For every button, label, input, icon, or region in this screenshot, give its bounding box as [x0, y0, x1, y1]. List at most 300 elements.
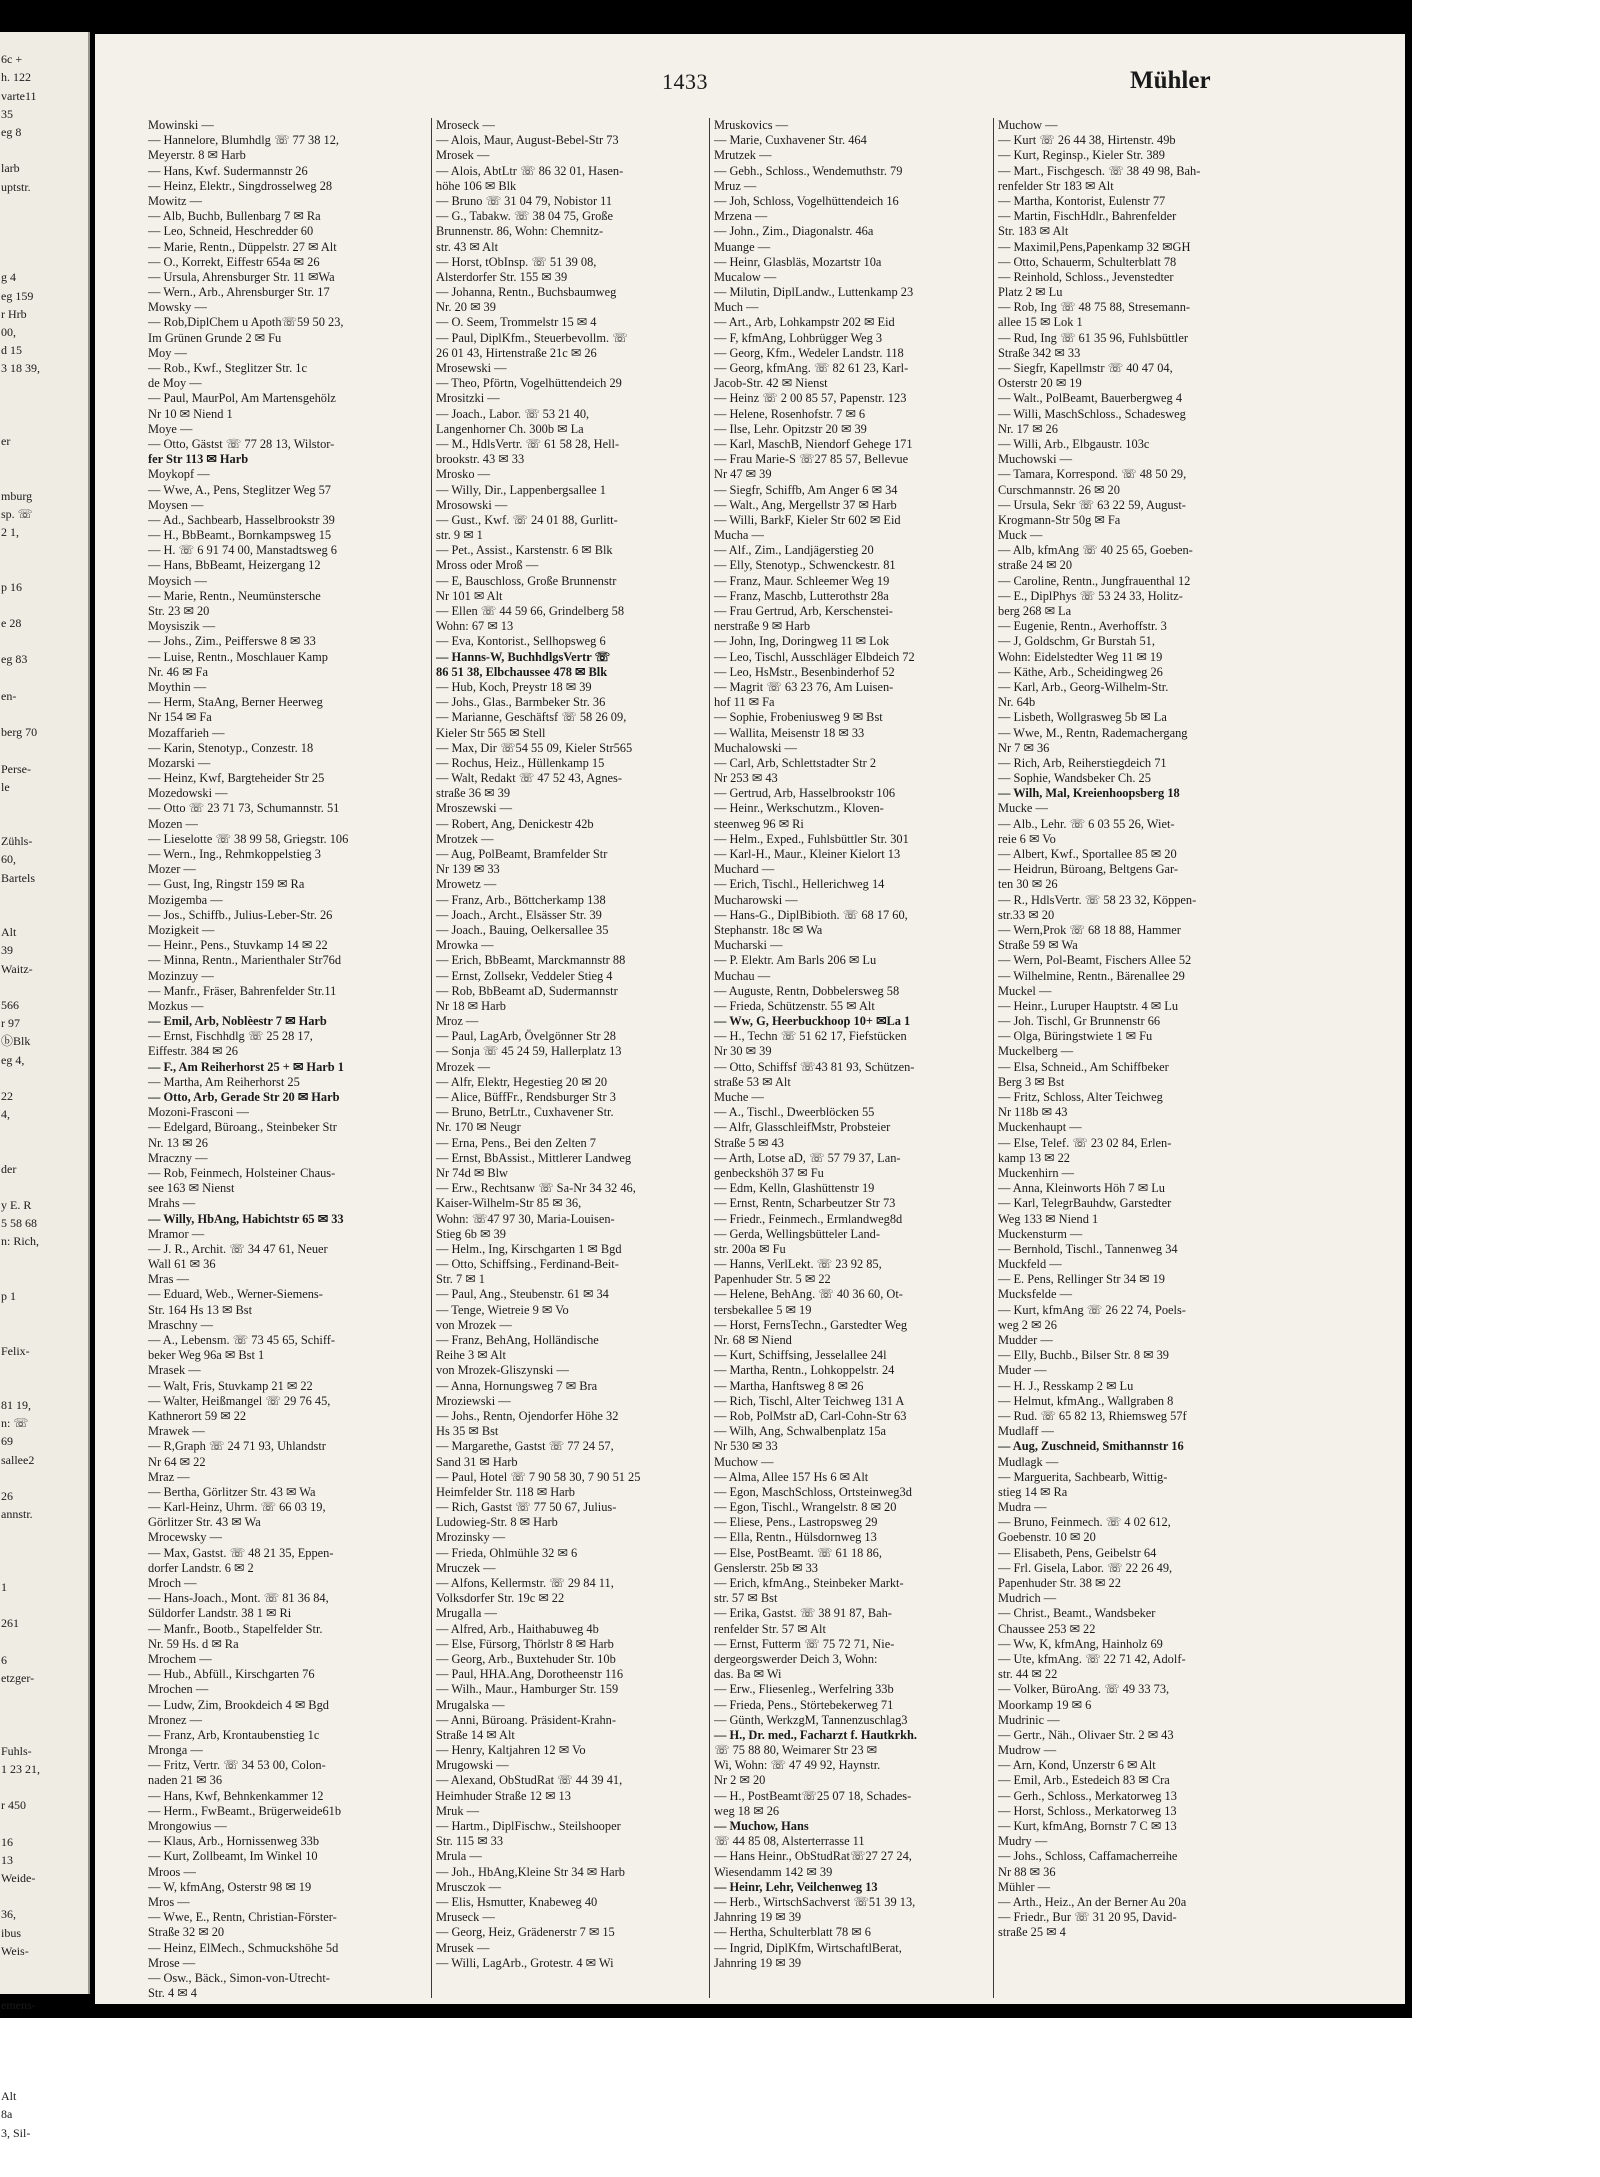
directory-entry: renfelder Str 183 ✉ Alt: [998, 178, 1114, 193]
directory-entry: — E. Pens, Rellinger Str 34 ✉ 19: [998, 1272, 1165, 1287]
directory-entry: Mrosewski —: [436, 361, 507, 375]
directory-entry: — Martha, Am Reiherhorst 25: [148, 1074, 300, 1089]
directory-entry: — Eliese, Pens., Lastropsweg 29: [714, 1515, 878, 1530]
directory-entry: Mras —: [148, 1272, 189, 1287]
directory-entry: kamp 13 ✉ 22: [998, 1150, 1070, 1165]
directory-entry: — Horst, FernsTechn., Garstedter Weg: [714, 1317, 908, 1332]
directory-entry: — Siegfr, Schiffb, Am Anger 6 ✉ 34: [714, 482, 898, 497]
directory-entry: — Rob, Ing ☏ 48 75 88, Stresemann-: [998, 300, 1191, 315]
directory-entry: Platz 2 ✉ Lu: [998, 285, 1063, 300]
directory-entry: Brunnenstr. 86, Wohn: Chemnitz-: [436, 224, 604, 239]
directory-entry: — Mart., Fischgesch. ☏ 38 49 98, Bah-: [998, 163, 1201, 178]
directory-entry: Mühler —: [998, 1879, 1050, 1894]
facing-page-fragment: [0, 232, 88, 250]
directory-entry: str.33 ✉ 20: [998, 907, 1055, 922]
directory-entry: — Alois, AbtLtr ☏ 86 32 01, Hasen-: [436, 163, 624, 178]
directory-entry: Mrusek —: [436, 1940, 490, 1955]
directory-entry: — Robert, Ang, Denickestr 42b: [436, 816, 594, 831]
facing-page-fragment: [0, 596, 88, 614]
directory-entry: str. 200a ✉ Fu: [714, 1241, 786, 1256]
directory-entry: — Eugenie, Rentn., Averhoffstr. 3: [998, 619, 1167, 634]
directory-entry: — Joh. Tischl, Gr Brunnenstr 66: [998, 1014, 1161, 1029]
facing-page-fragment: [0, 378, 88, 396]
directory-entry: Stephanstr. 18c ✉ Wa: [714, 922, 823, 937]
directory-entry: Nr. 46 ✉ Fa: [148, 664, 208, 679]
directory-entry: Str. 183 ✉ Alt: [998, 224, 1069, 239]
directory-entry: — Alice, BüffFr., Rendsburger Str 3: [436, 1090, 616, 1104]
directory-entry: Str. 164 Hs 13 ✉ Bst: [148, 1302, 253, 1317]
directory-entry: ☏ 44 85 08, Alsterterrasse 11: [714, 1834, 865, 1849]
directory-entry: — Alf., Zim., Landjägerstieg 20: [714, 543, 874, 558]
directory-entry: — Klaus, Arb., Hornissenweg 33b: [148, 1834, 320, 1849]
directory-entry: — Frau Gertrud, Arb, Kerschenstei-: [714, 604, 893, 618]
page-header: [95, 34, 1405, 104]
directory-entry: Wohn: Eidelstedter Weg 11 ✉ 19: [998, 649, 1163, 664]
directory-entry: brookstr. 43 ✉ 33: [436, 452, 525, 467]
directory-entry: Str. 115 ✉ 33: [436, 1834, 504, 1849]
directory-entry: Mowsky —: [148, 300, 207, 315]
directory-entry: — Otto ☏ 23 71 73, Schumannstr. 51: [148, 801, 340, 816]
directory-entry: Nr 118b ✉ 43: [998, 1105, 1068, 1120]
facing-page-fragment: [0, 814, 88, 832]
directory-entry: Langenhorner Ch. 300b ✉ La: [436, 421, 584, 436]
directory-entry: — Joach., Labor. ☏ 53 21 40,: [436, 406, 590, 421]
directory-entry: Im Grünen Grunde 2 ✉ Fu: [148, 330, 282, 345]
facing-page-fragment: 22: [1, 1088, 13, 1103]
directory-entry: — Fritz, Schloss, Alter Teichweg: [998, 1090, 1163, 1104]
directory-entry: Mudrow —: [998, 1743, 1057, 1758]
directory-entry: das. Ba ✉ Wi: [714, 1667, 782, 1682]
directory-entry: — Ernst, Futterm ☏ 75 72 71, Nie-: [714, 1636, 895, 1651]
directory-entry: Mros —: [148, 1894, 190, 1909]
directory-entry: Jacob-Str. 42 ✉ Nienst: [714, 376, 828, 391]
directory-entry: Krogmann-Str 50g ✉ Fa: [998, 512, 1121, 527]
directory-entry: Heimfelder Str. 118 ✉ Harb: [436, 1484, 575, 1499]
facing-page-fragment: r 450: [1, 1798, 26, 1813]
directory-entry: Muckelberg —: [998, 1044, 1074, 1059]
directory-entry: — Friedr., Feinmech., Ermlandweg8d: [714, 1211, 903, 1226]
directory-entry: — Helmut, kfmAng., Wallgraben 8: [998, 1393, 1174, 1408]
directory-entry: — Leo, Tischl, Ausschläger Elbdeich 72: [714, 649, 915, 664]
directory-entry: — Carl, Arb, Schlettstadter Str 2: [714, 755, 877, 770]
directory-entry: Mrose —: [148, 1955, 196, 1970]
facing-page-fragment: uptstr.: [1, 179, 31, 194]
directory-entry: Mudlagk —: [998, 1454, 1059, 1469]
directory-entry: — Willy, Dir., Lappenbergsallee 1: [436, 482, 606, 497]
directory-entry: Mroch —: [148, 1576, 197, 1590]
facing-page-fragment: [0, 1887, 88, 1905]
facing-page-fragment: [0, 1251, 88, 1269]
directory-entry: — Helm., Exped., Fuhlsbüttler Str. 301: [714, 831, 909, 846]
directory-entry: — Alfr, GlasschleifMstr, Probsteier: [714, 1120, 891, 1135]
directory-entry: Mrowetz —: [436, 877, 497, 892]
facing-page-fragment: n: ☏: [1, 1416, 29, 1431]
directory-entry: str. 57 ✉ Bst: [714, 1591, 778, 1606]
directory-entry: — Helene, BehAng. ☏ 40 36 60, Ot-: [714, 1287, 903, 1302]
directory-entry: Stieg 6b ✉ 39: [436, 1226, 506, 1241]
directory-entry: — Tenge, Wietreie 9 ✉ Vo: [436, 1302, 569, 1317]
directory-entry: — Erich, kfmAng., Steinbeker Markt-: [714, 1576, 904, 1590]
facing-page-fragment: p 16: [1, 579, 22, 594]
directory-entry: — Heinr, Glasbläs, Mozartstr 10a: [714, 254, 882, 269]
directory-entry: straße 24 ✉ 20: [998, 558, 1073, 573]
directory-entry: — Heinz, Kwf, Bargteheider Str 25: [148, 771, 325, 786]
directory-entry: — F., Am Reiherhorst 25 + ✉ Harb 1: [148, 1059, 344, 1074]
facing-page-fragment: n: Rich,: [1, 1234, 39, 1249]
page-number: 1433: [662, 69, 708, 94]
directory-entry: — Hanns, VerlLekt. ☏ 23 92 85,: [714, 1257, 882, 1272]
directory-entry: — Heinz, Elektr., Singdrosselweg 28: [148, 178, 333, 193]
directory-entry: — Marie, Rentn., Düppelstr. 27 ✉ Alt: [148, 239, 337, 254]
directory-entry: Nr 64 ✉ 22: [148, 1454, 206, 1469]
facing-page-fragment: 60,: [1, 852, 16, 867]
directory-entry: — Hub, Koch, Preystr 18 ✉ 39: [436, 679, 592, 694]
directory-entry: Volksdorfer Str. 19c ✉ 22: [436, 1591, 565, 1606]
directory-entry: Muckenhirn —: [998, 1165, 1075, 1180]
directory-entry: — Hanns-W, BuchhdlgsVertr ☏: [436, 649, 611, 664]
directory-entry: — Alma, Allee 157 Hs 6 ✉ Alt: [714, 1469, 869, 1484]
directory-entry: — Heinr., Werkschutzm., Kloven-: [714, 801, 884, 816]
directory-entry: Wohn: 67 ✉ 13: [436, 619, 514, 634]
directory-entry: — Gertrud, Arb, Hasselbrookstr 106: [714, 786, 896, 801]
directory-entry: Mudra —: [998, 1500, 1047, 1515]
directory-entry: — Alb, kfmAng ☏ 40 25 65, Goeben-: [998, 543, 1193, 558]
directory-entry: Görlitzer Str. 43 ✉ Wa: [148, 1515, 261, 1530]
directory-entry: Mrahs —: [148, 1196, 196, 1211]
directory-entry: Str. 4 ✉ 4: [148, 1986, 197, 2001]
directory-entry: — Bernhold, Tischl., Tannenweg 34: [998, 1241, 1178, 1256]
directory-entry: Wohn: ☏47 97 30, Maria-Louisen-: [436, 1211, 615, 1226]
directory-entry: Mruskovics —: [714, 118, 788, 132]
directory-entry: str. 43 ✉ Alt: [436, 239, 499, 254]
directory-entry: — Hans, BbBeamt, Heizergang 12: [148, 558, 321, 573]
directory-entry: — E, Bauschloss, Große Brunnenstr: [436, 573, 617, 588]
directory-entry: — E., DiplPhys ☏ 53 24 33, Holitz-: [998, 588, 1183, 603]
directory-entry: — Muchow, Hans: [714, 1819, 809, 1833]
directory-entry: — Alb, Buchb, Bullenbarg 7 ✉ Ra: [148, 209, 321, 224]
directory-entry: — Aug, PolBeamt, Bramfelder Str: [436, 847, 608, 861]
facing-page-fragment: 2 1,: [1, 525, 19, 540]
directory-entry: — R., HdlsVertr. ☏ 58 23 32, Köppen-: [998, 892, 1197, 907]
directory-entry: — Osw., Bäck., Simon-von-Utrecht-: [148, 1970, 330, 1985]
facing-page-fragment: [0, 1542, 88, 1560]
directory-entry: Mronga —: [148, 1743, 203, 1758]
directory-entry: von Mrozek —: [436, 1317, 512, 1332]
directory-entry: — Paul, LagArb, Övelgönner Str 28: [436, 1029, 616, 1044]
directory-entry: — Otto, Schiffsing., Ferdinand-Beit-: [436, 1257, 619, 1272]
directory-entry: Mucharowski —: [714, 892, 798, 907]
directory-entry: — Rob, Feinmech, Holsteiner Chaus-: [148, 1165, 336, 1180]
facing-page-fragment: 261: [1, 1616, 19, 1631]
directory-entry: Mrozek —: [436, 1059, 491, 1074]
directory-entry: — Emil, Arb., Estedeich 83 ✉ Cra: [998, 1773, 1170, 1788]
directory-entry: — Otto, Schiffsf ☏43 81 93, Schützen-: [714, 1059, 915, 1074]
directory-column-3: [709, 118, 993, 1998]
directory-entry: Mozkus —: [148, 998, 204, 1013]
directory-entry: — Erw., Rechtsanw ☏ Sa-Nr 34 32 46,: [436, 1181, 636, 1196]
directory-entry: — Martha, Hanftsweg 8 ✉ 26: [714, 1378, 864, 1393]
directory-entry: — Gerh., Schloss., Merkatorweg 13: [998, 1788, 1177, 1803]
directory-entry: Mudder —: [998, 1333, 1053, 1347]
directory-entry: — Franz, Arb., Böttcherkamp 138: [436, 892, 606, 907]
directory-entry: — Rob, BbBeamt aD, Sudermannstr: [436, 983, 618, 998]
facing-page-fragment: y E. R: [1, 1198, 32, 1212]
directory-entry: — Alb., Lehr. ☏ 6 03 55 26, Wiet-: [998, 816, 1175, 831]
facing-page-fragment: [0, 1633, 88, 1651]
directory-entry: reie 6 ✉ Vo: [998, 831, 1056, 846]
facing-page-fragment: r 97: [1, 1016, 20, 1031]
facing-page-fragment: Zühls-: [1, 834, 33, 849]
directory-entry: — Wwe, E., Rentn, Christian-Förster-: [148, 1910, 337, 1925]
directory-entry: — Frl. Gisela, Labor. ☏ 22 26 49,: [998, 1560, 1173, 1575]
directory-entry: Alsterdorfer Str. 155 ✉ 39: [436, 269, 568, 284]
directory-entry: — Willi, LagArb., Grotestr. 4 ✉ Wi: [436, 1955, 614, 1970]
directory-entry: — Siegfr, Kapellmstr ☏ 40 47 04,: [998, 361, 1173, 375]
facing-page-fragment: etzger-: [1, 1670, 35, 1685]
directory-entry: — Theo, Pförtn, Vogelhüttendeich 29: [436, 376, 622, 391]
facing-page-fragment: [0, 1705, 88, 1723]
directory-entry: — Minna, Rentn., Marienthaler Str76d: [148, 953, 342, 968]
facing-page-fragment: [0, 1141, 88, 1159]
directory-entry: — Otto, Schauerm, Schulterblatt 78: [998, 254, 1177, 269]
directory-entry: — Joh, Schloss, Vogelhüttendeich 16: [714, 193, 899, 208]
directory-entry: — P. Elektr. Am Barls 206 ✉ Lu: [714, 953, 877, 968]
facing-page-fragment: [0, 450, 88, 468]
directory-entry: — Karl-H., Maur., Kleiner Kielort 13: [714, 847, 901, 861]
directory-entry: — Ingrid, DiplKfm, WirtschaftlBerat,: [714, 1940, 902, 1955]
directory-entry: — Joach., Bauing, Oelkersallee 35: [436, 922, 609, 937]
directory-entry: Muckfeld —: [998, 1257, 1062, 1272]
directory-entry: Muchowski —: [998, 452, 1072, 467]
directory-entry: Mruczek —: [436, 1560, 496, 1575]
directory-entry: Mrasek —: [148, 1363, 201, 1378]
directory-entry: Reihe 3 ✉ Alt: [436, 1348, 506, 1363]
facing-page-fragment: 6c +: [1, 52, 23, 67]
directory-entry: — H., Techn ☏ 51 62 17, Fiefstücken: [714, 1029, 907, 1044]
facing-page-fragment: 1: [1, 1579, 7, 1594]
directory-entry: — J, Goldschm, Gr Burstah 51,: [998, 634, 1155, 649]
directory-entry: — Frau Marie-S ☏27 85 57, Bellevue: [714, 452, 909, 467]
directory-entry: stieg 14 ✉ Ra: [998, 1484, 1068, 1499]
facing-page-fragment: [0, 2051, 88, 2069]
facing-page-fragment: Weis-: [1, 1943, 29, 1958]
directory-entry: see 163 ✉ Nienst: [148, 1181, 235, 1196]
directory-entry: Ludowieg-Str. 8 ✉ Harb: [436, 1515, 558, 1530]
directory-entry: — Marie, Cuxhavener Str. 464: [714, 133, 867, 148]
directory-entry: Nr 18 ✉ Harb: [436, 998, 506, 1013]
directory-entry: Moysen —: [148, 497, 204, 512]
directory-entry: — Erika, Gastst. ☏ 38 91 87, Bah-: [714, 1606, 892, 1621]
directory-entry: Nr 2 ✉ 20: [714, 1773, 766, 1788]
directory-entry: — Heinr, Lehr, Veilchenweg 13: [714, 1879, 878, 1894]
directory-entry: Mozigemba —: [148, 892, 223, 907]
directory-entry: berg 268 ✉ La: [998, 604, 1072, 618]
directory-entry: — Günth, WerkzgM, Tannenzuschlag3: [714, 1712, 908, 1727]
facing-page-fragment: en-: [1, 688, 17, 703]
directory-entry: — Wwe, M., Rentn, Rademachergang: [998, 725, 1188, 740]
directory-entry: Straße 32 ✉ 20: [148, 1925, 225, 1940]
directory-entry: — Alfons, Kellermstr. ☏ 29 84 11,: [436, 1576, 614, 1590]
directory-entry: Nr. 17 ✉ 26: [998, 421, 1058, 436]
directory-entry: — Reinhold, Schloss., Jevenstedter: [998, 269, 1174, 284]
directory-entry: — Pet., Assist., Karstenstr. 6 ✉ Blk: [436, 543, 613, 558]
directory-entry: Wall 61 ✉ 36: [148, 1257, 216, 1272]
directory-entry: — Ludw, Zim, Brookdeich 4 ✉ Bgd: [148, 1697, 329, 1712]
directory-entry: Nr 47 ✉ 39: [714, 467, 772, 482]
directory-entry: — O. Seem, Trommelstr 15 ✉ 4: [436, 315, 597, 330]
directory-entry: — Bruno ☏ 31 04 79, Nobistor 11: [436, 193, 613, 208]
directory-entry: Mucharski —: [714, 938, 783, 953]
directory-entry: — Karl, MaschB, Niendorf Gehege 171: [714, 436, 913, 451]
directory-entry: — Wern,Prok ☏ 68 18 88, Hammer: [998, 922, 1181, 937]
directory-entry: — F, kfmAng, Lohbrügger Weg 3: [714, 330, 883, 345]
directory-entry: Muck —: [998, 528, 1043, 543]
directory-entry: — Rob,DiplChem u Apoth☏59 50 23,: [148, 315, 344, 330]
directory-entry: — Egon, Tischl., Wrangelstr. 8 ✉ 20: [714, 1500, 897, 1515]
facing-page-fragment: [0, 887, 88, 905]
directory-entry: Berg 3 ✉ Bst: [998, 1074, 1065, 1089]
directory-entry: Muder —: [998, 1363, 1047, 1378]
directory-entry: Nr. 170 ✉ Neugr: [436, 1120, 521, 1135]
directory-entry: Nr. 13 ✉ 26: [148, 1135, 208, 1150]
facing-page-fragment: [0, 1687, 88, 1705]
facing-page-fragment: 566: [1, 997, 19, 1012]
directory-entry: — Heidrun, Büroang, Beltgens Gar-: [998, 862, 1179, 877]
directory-columns: [148, 118, 1378, 2001]
directory-entry: — Alfred, Arb., Haithabuweg 4b: [436, 1621, 599, 1636]
directory-entry: Muchow —: [714, 1454, 774, 1469]
directory-entry: Papenhuder Str. 5 ✉ 22: [714, 1272, 831, 1287]
directory-entry: Moysich —: [148, 573, 207, 588]
facing-page-fragment: berg 70: [1, 725, 38, 740]
directory-entry: Nr 7 ✉ 36: [998, 740, 1050, 755]
facing-page-fragment: Weide-: [1, 1870, 36, 1885]
directory-entry: von Mrozek-Gliszynski —: [436, 1363, 569, 1378]
directory-entry: — Hans-Joach., Mont. ☏ 81 36 84,: [148, 1591, 329, 1606]
directory-entry: Mrotzek —: [436, 831, 494, 846]
directory-entry: Mroz —: [436, 1014, 479, 1029]
directory-entry: — Art., Arb, Lohkampstr 202 ✉ Eid: [714, 315, 895, 330]
directory-entry: — Max, Gastst. ☏ 48 21 35, Eppen-: [148, 1545, 334, 1560]
directory-entry: — Heinz, ElMech., Schmuckshöhe 5d: [148, 1940, 339, 1955]
directory-entry: — Gerda, Wellingsbütteler Land-: [714, 1226, 880, 1241]
directory-entry: — Edm, Kelln, Glashüttenstr 19: [714, 1181, 875, 1196]
facing-page-fragment: [0, 1360, 88, 1378]
facing-page-fragment: p 1: [1, 1288, 16, 1303]
directory-entry: Mroos —: [148, 1864, 196, 1879]
facing-page-fragment: h. 122: [1, 70, 31, 85]
directory-entry: — Ernst, Zollsekr, Veddeler Stieg 4: [436, 968, 613, 983]
directory-entry: — Olga, Büringstwiete 1 ✉ Fu: [998, 1029, 1153, 1044]
directory-entry: Nr. 59 Hs. d ✉ Ra: [148, 1636, 239, 1651]
directory-entry: Mroszewski —: [436, 801, 513, 816]
directory-entry: — Helene, Rosenhofstr. 7 ✉ 6: [714, 406, 866, 421]
directory-entry: Weg 133 ✉ Niend 1: [998, 1211, 1099, 1226]
directory-entry: Mrocewsky —: [148, 1530, 222, 1545]
facing-page-fragment: [0, 1978, 88, 1996]
directory-entry: — A., Lebensm. ☏ 73 45 65, Schiff-: [148, 1333, 335, 1347]
directory-entry: — H., PostBeamt☏25 07 18, Schades-: [714, 1788, 912, 1803]
directory-entry: Moy —: [148, 345, 187, 360]
directory-entry: de Moy —: [148, 376, 202, 391]
directory-entry: — Johs., Rentn, Ojendorfer Höhe 32: [436, 1408, 619, 1423]
directory-entry: Mucke —: [998, 801, 1048, 816]
directory-entry: — Helm., Ing, Kirschgarten 1 ✉ Bgd: [436, 1241, 622, 1256]
directory-entry: — Anni, Büroang. Präsident-Krahn-: [436, 1712, 616, 1727]
directory-entry: — Paul, Ang., Steubenstr. 61 ✉ 34: [436, 1287, 609, 1302]
directory-entry: allee 15 ✉ Lok 1: [998, 315, 1083, 330]
directory-entry: Nr 253 ✉ 43: [714, 771, 778, 786]
directory-entry: — Ursula, Ahrensburger Str. 11 ✉Wa: [148, 269, 335, 284]
directory-entry: — Walt, Redakt ☏ 47 52 43, Agnes-: [436, 771, 622, 786]
directory-entry: Mrosko —: [436, 467, 491, 482]
directory-entry: — Johs., Schloss, Caffamacherreihe: [998, 1849, 1178, 1864]
directory-entry: — Ellen ☏ 44 59 66, Grindelberg 58: [436, 604, 625, 618]
directory-entry: — Franz, Arb, Krontaubenstieg 1c: [148, 1727, 320, 1742]
facing-page-fragment: [0, 1596, 88, 1614]
directory-entry: — Egon, MaschSchloss, Ortsteinweg3d: [714, 1484, 912, 1499]
facing-page-fragment: ⓑBlk: [1, 1034, 31, 1049]
directory-entry: — Georg, Arb., Buxtehuder Str. 10b: [436, 1651, 616, 1666]
directory-entry: — Wern., Arb., Ahrensburger Str. 17: [148, 285, 330, 300]
directory-entry: dergeorgswerder Deich 3, Wohn:: [714, 1651, 878, 1666]
directory-entry: — Karin, Stenotyp., Conzestr. 18: [148, 740, 314, 755]
directory-entry: — Kurt, Reginsp., Kieler Str. 389: [998, 148, 1165, 163]
directory-entry: — Ursula, Sekr ☏ 63 22 59, August-: [998, 497, 1186, 512]
directory-entry: — Anna, Hornungsweg 7 ✉ Bra: [436, 1378, 598, 1393]
directory-entry: Straße 342 ✉ 33: [998, 345, 1081, 360]
directory-entry: — Franz, BehAng, Holländische: [436, 1333, 599, 1347]
directory-column-1: [148, 118, 431, 2001]
directory-entry: — H. J., Resskamp 2 ✉ Lu: [998, 1378, 1134, 1393]
facing-page-fragment: eg 8: [1, 124, 22, 139]
directory-entry: — G., Tabakw. ☏ 38 04 75, Große: [436, 209, 614, 224]
directory-entry: — Gebh., Schloss., Wendemuthstr. 79: [714, 163, 903, 178]
directory-entry: — Alfr, Elektr, Hegestieg 20 ✉ 20: [436, 1074, 608, 1089]
facing-page-fragment: 3, Sil-: [1, 2125, 31, 2140]
directory-entry: ☏ 75 88 80, Weimarer Str 23 ✉: [714, 1743, 877, 1758]
directory-entry: — Elis, Hsmutter, Knabeweg 40: [436, 1894, 598, 1909]
directory-entry: Mrongowius —: [148, 1819, 227, 1833]
facing-page-fragment: [0, 250, 88, 268]
directory-entry: Nr 101 ✉ Alt: [436, 588, 503, 603]
directory-entry: weg 18 ✉ 26: [714, 1803, 780, 1818]
directory-entry: — Tamara, Korrespond. ☏ 48 50 29,: [998, 467, 1187, 482]
directory-entry: Nr. 68 ✉ Niend: [714, 1333, 792, 1347]
directory-entry: — Walter, Heißmangel ☏ 29 76 45,: [148, 1393, 331, 1408]
directory-entry: — Auguste, Rentn, Dobbelersweg 58: [714, 983, 900, 998]
directory-entry: Jahnring 19 ✉ 39: [714, 1955, 802, 1970]
facing-page-fragment: [0, 2069, 88, 2087]
facing-page-fragment: [0, 32, 88, 50]
directory-entry: Goebenstr. 10 ✉ 20: [998, 1530, 1096, 1545]
directory-entry: Mross oder Mroß —: [436, 558, 539, 573]
facing-page-fragment: 81 19,: [1, 1398, 31, 1413]
directory-entry: Mucksfelde —: [998, 1287, 1072, 1302]
directory-entry: — Wwe, A., Pens, Steglitzer Weg 57: [148, 482, 332, 497]
directory-entry: Curschmannstr. 26 ✉ 20: [998, 482, 1120, 497]
directory-entry: — Marie, Rentn., Neumünstersche: [148, 588, 321, 603]
directory-entry: Kieler Str 565 ✉ Stell: [436, 725, 546, 740]
directory-entry: — Edelgard, Büroang., Steinbeker Str: [148, 1120, 337, 1135]
directory-entry: — Ilse, Lehr. Opitzstr 20 ✉ 39: [714, 421, 867, 436]
facing-page-fragment: [0, 1378, 88, 1396]
directory-entry: — Rud. ☏ 65 82 13, Rhiemsweg 57f: [998, 1408, 1187, 1423]
directory-entry: fer Str 113 ✉ Harb: [148, 452, 249, 467]
facing-page-fragment: 13: [1, 1852, 13, 1867]
directory-entry: Mozinzuy —: [148, 968, 214, 983]
directory-entry: Mudlaff —: [998, 1424, 1054, 1439]
